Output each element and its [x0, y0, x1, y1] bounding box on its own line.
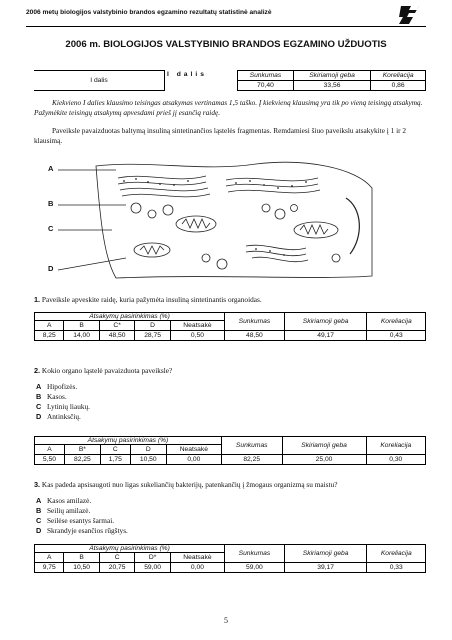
option-text: Kasos. [47, 392, 67, 401]
stats-value: 70,40 [238, 81, 294, 91]
figure-label-c: C [48, 224, 54, 233]
option-d[interactable] [36, 526, 128, 535]
figure-label-d: D [48, 264, 54, 273]
choice-value: 48,50 [99, 331, 134, 341]
option-a[interactable] [36, 382, 77, 391]
choice-header: D* [135, 553, 170, 563]
choice-header: Neatsakė [166, 445, 221, 455]
question-2 [34, 366, 426, 376]
option-a[interactable] [36, 496, 91, 505]
stats-value: 0,86 [371, 81, 426, 91]
header-koreliacija: Koreliacija [367, 313, 426, 331]
part-stats-table [34, 70, 426, 91]
part-label: I dalis [34, 71, 165, 91]
option-d[interactable] [36, 412, 81, 421]
header-geba: Skiriamoji geba [284, 545, 367, 563]
page-number: 5 [224, 616, 228, 625]
choice-header: B [64, 553, 99, 563]
stats-header-geba: Skiriamoji geba [293, 71, 370, 81]
question-text: Kas padeda apsisaugoti nuo ligas sukeliančių bakterijų, patenkančių į žmogaus organizmą su maistu? [41, 480, 338, 489]
stat-value: 0,43 [367, 331, 426, 341]
stats-value: 33,56 [293, 81, 370, 91]
header-sunkumas: Sunkumas [225, 545, 285, 563]
choice-value: 14,00 [64, 331, 99, 341]
cell-illustration [56, 158, 376, 282]
choice-value: 10,50 [130, 455, 166, 465]
option-text: Skrandyje esančios rūgštys. [47, 526, 128, 535]
stats-header-sunkumas: Sunkumas [238, 71, 294, 81]
option-letter: A [36, 382, 42, 391]
choices-group-header: Atsakymų pasirinkimas (%) [35, 545, 225, 553]
choice-header: Neatsakė [170, 321, 224, 331]
question-3-stats-table [34, 544, 426, 573]
choice-value: 0,00 [166, 455, 221, 465]
figure-label-a: A [48, 164, 54, 173]
question-number: 1. [34, 295, 41, 304]
choice-header: D [130, 445, 166, 455]
choice-value: 8,25 [35, 331, 64, 341]
stats-header-koreliacija: Koreliacija [371, 71, 426, 81]
choice-header: A [35, 445, 65, 455]
option-text: Lytinių liaukų. [47, 402, 90, 411]
option-text: Seilių amilazė. [47, 506, 91, 515]
header-koreliacija: Koreliacija [366, 437, 425, 455]
choice-value: 20,75 [99, 563, 134, 573]
choice-header: C* [99, 321, 134, 331]
figure-intro: Paveiksle pavaizduotas baltymą insuliną sintetinančios ląstelės fragmentas. Remdamiesi šiuo paveikslu atsakykite į 1 ir 2 klausimą. [34, 126, 407, 145]
choice-header: B* [64, 445, 100, 455]
question-number: 2. [34, 366, 41, 375]
option-letter: A [36, 496, 42, 505]
option-letter: D [36, 526, 42, 535]
choice-value: 0,50 [170, 331, 224, 341]
choice-header: A [35, 553, 64, 563]
option-letter: C [36, 516, 42, 525]
question-2-stats-table [34, 436, 426, 465]
logo-icon [397, 4, 423, 26]
stat-value: 0,30 [366, 455, 425, 465]
stat-value: 59,00 [225, 563, 285, 573]
choice-value: 59,00 [135, 563, 170, 573]
choice-header: B [64, 321, 99, 331]
header-sunkumas: Sunkumas [221, 437, 282, 455]
question-text: Kokio organo ląstelė pavaizduota paveiksle? [41, 366, 173, 375]
choices-group-header: Atsakymų pasirinkimas (%) [35, 313, 225, 321]
question-3 [34, 480, 426, 490]
choice-value: 5,50 [35, 455, 65, 465]
header-koreliacija: Koreliacija [367, 545, 426, 563]
choice-header: Neatsakė [170, 553, 224, 563]
page-title: 2006 m. BIOLOGIJOS VALSTYBINIO BRANDOS EGZAMINO UŽDUOTIS [65, 39, 387, 50]
part-heading: I dalis [167, 70, 207, 78]
header-sunkumas: Sunkumas [225, 313, 285, 331]
choice-header: D [135, 321, 170, 331]
stat-value: 49,17 [284, 331, 367, 341]
choice-header: C [100, 445, 130, 455]
stat-value: 48,50 [225, 331, 285, 341]
choice-value: 10,50 [64, 563, 99, 573]
stat-value: 0,33 [367, 563, 426, 573]
choice-header: A [35, 321, 64, 331]
option-b[interactable] [36, 392, 67, 401]
figure-label-b: B [48, 199, 54, 208]
question-text: Paveiksle apveskite raidę, kuria pažymėta insuliną sintetinantis organoidas. [41, 295, 262, 304]
stat-value: 25,00 [282, 455, 366, 465]
option-c[interactable] [36, 516, 114, 525]
option-text: Antinksčių. [47, 412, 81, 421]
choice-header: C [99, 553, 134, 563]
choice-value: 1,75 [100, 455, 130, 465]
option-b[interactable] [36, 506, 90, 515]
header-geba: Skiriamoji geba [284, 313, 367, 331]
stat-value: 39,17 [284, 563, 367, 573]
option-c[interactable] [36, 402, 90, 411]
option-letter: B [36, 392, 42, 401]
option-letter: D [36, 412, 42, 421]
instructions: Kiekvieno I dalies klausimo teisingas atsakymas vertinamas 1,5 taško. Į kiekvieną klausimą yra tik po vieną teisingą atsakymą. Pažymėkite teisingų atsakymų apvesdami prieš jį esančią raidę. [34, 98, 423, 117]
option-letter: B [36, 506, 42, 515]
choice-value: 28,75 [135, 331, 170, 341]
option-text: Hipofizės. [47, 382, 78, 391]
option-letter: C [36, 402, 42, 411]
question-1 [34, 295, 426, 305]
question-number: 3. [34, 480, 41, 489]
running-header: 2006 metų biologijos valstybinio brandos egzamino rezultatų statistinė analizė [26, 9, 272, 16]
header-geba: Skiriamoji geba [282, 437, 366, 455]
question-1-stats-table [34, 312, 426, 341]
stat-value: 82,25 [221, 455, 282, 465]
option-text: Seilėse esantys šarmai. [47, 516, 115, 525]
choices-group-header: Atsakymų pasirinkimas (%) [35, 437, 222, 445]
choice-value: 9,75 [35, 563, 64, 573]
choice-value: 82,25 [64, 455, 100, 465]
header-divider [26, 26, 426, 27]
option-text: Kasos amilazė. [47, 496, 92, 505]
choice-value: 0,00 [170, 563, 224, 573]
